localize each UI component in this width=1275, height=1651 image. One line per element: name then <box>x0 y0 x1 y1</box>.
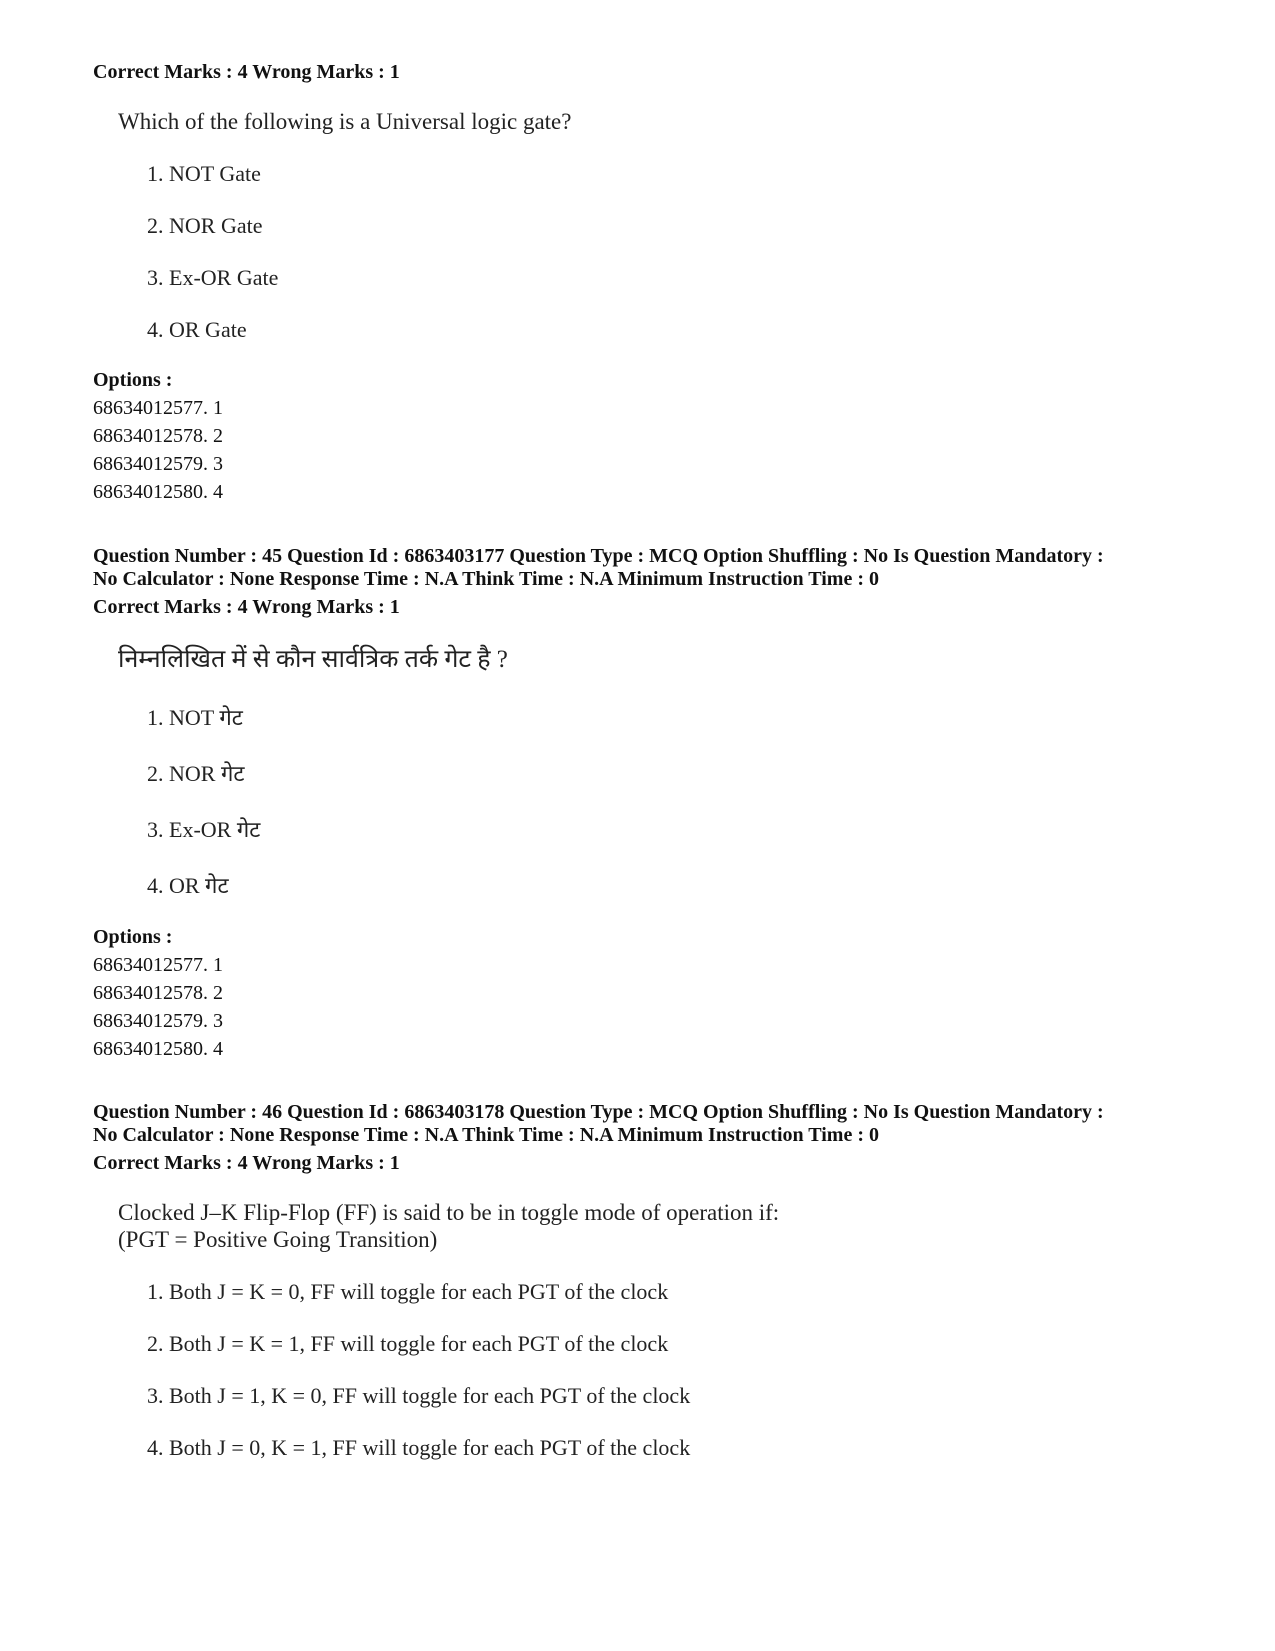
q46-choice-1: 1. Both J = K = 0, FF will toggle for each PGT of the clock <box>147 1279 669 1304</box>
q46-meta-line-1: Question Number : 46 Question Id : 6863403178 Question Type : MCQ Option Shuffling : No Is Question Mandatory : <box>93 1101 1104 1123</box>
q44-question-text: Which of the following is a Universal logic gate? <box>118 109 572 134</box>
q45-meta-line-1: Question Number : 45 Question Id : 6863403177 Question Type : MCQ Option Shuffling : No Is Question Mandatory : <box>93 545 1104 567</box>
q45-option-id-1: 68634012577. 1 <box>93 954 223 976</box>
q45-marks: Correct Marks : 4 Wrong Marks : 1 <box>93 596 400 618</box>
q44-options-label: Options : <box>93 369 173 391</box>
q45-choice-2: 2. NOR गेट <box>147 761 245 786</box>
q46-question-line-2: (PGT = Positive Going Transition) <box>118 1227 438 1252</box>
q44-option-id-3: 68634012579. 3 <box>93 453 223 475</box>
q45-meta-line-2: No Calculator : None Response Time : N.A Think Time : N.A Minimum Instruction Time : 0 <box>93 568 879 590</box>
q44-option-id-2: 68634012578. 2 <box>93 425 223 447</box>
q44-marks: Correct Marks : 4 Wrong Marks : 1 <box>93 61 400 83</box>
q46-meta-line-2: No Calculator : None Response Time : N.A Think Time : N.A Minimum Instruction Time : 0 <box>93 1124 879 1146</box>
q46-question-line-1: Clocked J–K Flip-Flop (FF) is said to be in toggle mode of operation if: <box>118 1200 780 1225</box>
q44-choice-4: 4. OR Gate <box>147 317 247 342</box>
q44-option-id-1: 68634012577. 1 <box>93 397 223 419</box>
q45-option-id-2: 68634012578. 2 <box>93 982 223 1004</box>
q45-option-id-3: 68634012579. 3 <box>93 1010 223 1032</box>
q45-options-label: Options : <box>93 926 173 948</box>
q46-choice-2: 2. Both J = K = 1, FF will toggle for each PGT of the clock <box>147 1331 669 1356</box>
q44-option-id-4: 68634012580. 4 <box>93 481 223 503</box>
q44-choice-2: 2. NOR Gate <box>147 213 263 238</box>
q45-choice-1: 1. NOT गेट <box>147 705 243 730</box>
q44-choice-3: 3. Ex-OR Gate <box>147 265 279 290</box>
q46-choice-4: 4. Both J = 0, K = 1, FF will toggle for each PGT of the clock <box>147 1435 691 1460</box>
q45-option-id-4: 68634012580. 4 <box>93 1038 223 1060</box>
q46-choice-3: 3. Both J = 1, K = 0, FF will toggle for each PGT of the clock <box>147 1383 691 1408</box>
q45-choice-3: 3. Ex-OR गेट <box>147 817 261 842</box>
q46-marks: Correct Marks : 4 Wrong Marks : 1 <box>93 1152 400 1174</box>
q44-choice-1: 1. NOT Gate <box>147 161 261 186</box>
q45-choice-4: 4. OR गेट <box>147 873 229 898</box>
q45-question-text: निम्नलिखित में से कौन सार्वत्रिक तर्क गेट है ? <box>118 646 508 673</box>
